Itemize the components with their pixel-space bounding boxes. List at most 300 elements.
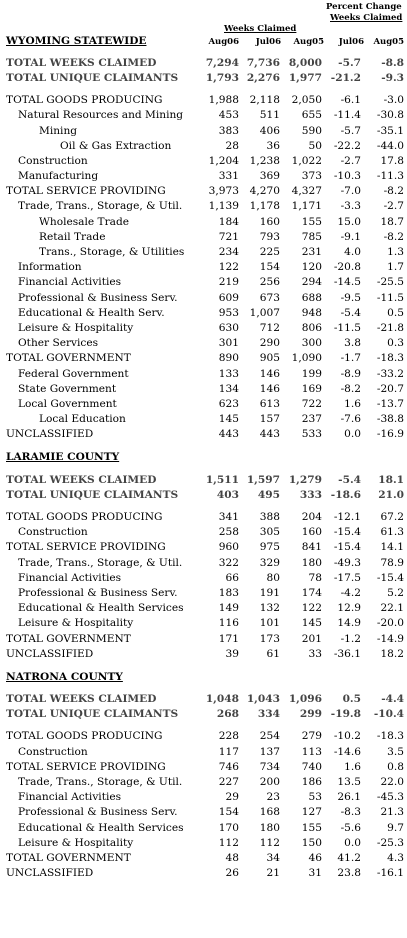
cell-jul06: 34 — [266, 851, 280, 864]
row-label: Trade, Trans., Storage, & Util. — [18, 200, 183, 213]
table-row — [6, 525, 404, 540]
row-label: Local Government — [18, 397, 117, 410]
cell-paug: 1.7 — [387, 261, 405, 274]
row-label: TOTAL GOODS PRODUCING — [6, 730, 163, 743]
cell-aug06: 29 — [225, 791, 239, 804]
cell-paug: 22.1 — [380, 602, 405, 615]
row-label: TOTAL UNIQUE CLAIMANTS — [6, 488, 179, 501]
cell-jul06: 329 — [259, 556, 280, 569]
cell-aug06: 3,973 — [208, 185, 239, 198]
col-header-aug06: Aug06 — [208, 37, 239, 47]
table-row — [6, 412, 404, 427]
cell-aug05: 533 — [301, 428, 322, 441]
section-title: LARAMIE COUNTY — [6, 451, 120, 464]
cell-jul06: 734 — [259, 760, 280, 773]
cell-aug06: 66 — [225, 571, 239, 584]
cell-jul06: 1,178 — [249, 200, 280, 213]
cell-paug: -13.7 — [376, 397, 405, 410]
col-header-aug05: Aug05 — [293, 37, 324, 47]
cell-aug06: 960 — [218, 541, 239, 554]
cell-paug: -38.8 — [376, 413, 405, 426]
row-label: Leisure & Hospitality — [18, 321, 134, 334]
table-row — [6, 214, 404, 229]
cell-aug06: 322 — [218, 556, 239, 569]
table-row — [6, 616, 404, 631]
row-label: Financial Activities — [18, 571, 122, 584]
total-row — [6, 472, 404, 487]
cell-aug05: 785 — [301, 230, 322, 243]
cell-aug06: 39 — [225, 647, 239, 660]
cell-paug: 17.8 — [380, 154, 405, 167]
row-label: UNCLASSIFIED — [6, 428, 94, 441]
row-label: Professional & Business Serv. — [18, 586, 178, 599]
row-label: Trade, Trans., Storage, & Util. — [18, 776, 183, 789]
row-label: UNCLASSIFIED — [6, 867, 94, 880]
row-label: TOTAL SERVICE PROVIDING — [6, 541, 166, 554]
cell-jul06: 305 — [259, 526, 280, 539]
cell-pjul: -14.6 — [333, 745, 361, 758]
table-row — [6, 153, 404, 168]
cell-aug05: 2,050 — [291, 94, 322, 107]
cell-aug05: 688 — [301, 291, 322, 304]
table-row — [6, 260, 404, 275]
cell-aug05: 299 — [299, 708, 322, 721]
cell-aug05: 8,000 — [288, 56, 322, 69]
cell-jul06: 112 — [259, 836, 280, 849]
spacer-cell — [6, 502, 404, 509]
cell-paug: -45.3 — [376, 791, 405, 804]
table-row — [6, 601, 404, 616]
table-row — [6, 351, 404, 366]
cell-paug: -25.5 — [376, 276, 405, 289]
cell-aug06: 149 — [218, 602, 239, 615]
cell-pjul: -5.4 — [340, 306, 361, 319]
cell-aug05: 1,022 — [291, 154, 322, 167]
spacer-cell — [6, 661, 404, 669]
cell-aug05: 120 — [301, 261, 322, 274]
cell-aug05: 46 — [308, 851, 322, 864]
cell-pjul: -22.2 — [333, 139, 361, 152]
table-row — [6, 835, 404, 850]
cell-jul06: 369 — [259, 170, 280, 183]
row-label: TOTAL GOVERNMENT — [6, 632, 131, 645]
cell-pjul: 1.6 — [344, 760, 361, 773]
table-row — [6, 199, 404, 214]
table-row — [6, 244, 404, 259]
row-label: TOTAL WEEKS CLAIMED — [6, 473, 157, 486]
cell-aug05: 78 — [308, 571, 322, 584]
table-row — [6, 381, 404, 396]
table-row — [6, 570, 404, 585]
cell-paug: 18.1 — [378, 473, 405, 486]
cell-aug05: 841 — [301, 541, 322, 554]
cell-aug05: 204 — [301, 511, 322, 524]
cell-jul06: 905 — [259, 352, 280, 365]
cell-paug: 18.7 — [380, 215, 405, 228]
row-label: Wholesale Trade — [39, 215, 130, 228]
row-label: TOTAL GOVERNMENT — [6, 851, 131, 864]
spacer-row — [6, 48, 404, 55]
row-label: Mining — [39, 124, 78, 137]
cell-pjul: -15.4 — [333, 541, 361, 554]
row-label: TOTAL GOODS PRODUCING — [6, 511, 163, 524]
table-row — [6, 850, 404, 865]
cell-pjul: -14.5 — [333, 276, 361, 289]
cell-jul06: 146 — [259, 382, 280, 395]
cell-pjul: -19.8 — [330, 708, 361, 721]
row-label: Leisure & Hospitality — [18, 617, 134, 630]
cell-aug06: 443 — [218, 428, 239, 441]
row-label: Financial Activities — [18, 276, 122, 289]
cell-paug: -10.4 — [373, 708, 405, 721]
cell-aug05: 160 — [301, 526, 322, 539]
cell-jul06: 443 — [259, 428, 280, 441]
row-label: Other Services — [18, 337, 99, 350]
cell-paug: -30.8 — [376, 109, 405, 122]
cell-jul06: 36 — [266, 139, 280, 152]
cell-pjul: 15.0 — [337, 215, 361, 228]
table-row — [6, 123, 404, 138]
row-label: Retail Trade — [39, 230, 106, 243]
cell-jul06: 137 — [259, 745, 280, 758]
percent-change-header: Percent Change — [326, 2, 402, 12]
cell-aug06: 453 — [218, 109, 239, 122]
row-label: TOTAL UNIQUE CLAIMANTS — [6, 708, 179, 721]
cell-jul06: 712 — [259, 321, 280, 334]
cell-jul06: 975 — [259, 541, 280, 554]
spacer-cell — [6, 86, 404, 93]
cell-jul06: 511 — [259, 109, 280, 122]
cell-aug05: 1,090 — [291, 352, 322, 365]
cell-paug: -20.7 — [376, 382, 405, 395]
section-title: NATRONA COUNTY — [6, 670, 123, 683]
claims-table-body — [6, 33, 404, 881]
cell-paug: -25.3 — [376, 836, 405, 849]
cell-pjul: -49.3 — [333, 556, 361, 569]
cell-aug06: 1,793 — [205, 71, 239, 84]
cell-paug: 0.8 — [387, 760, 405, 773]
cell-aug06: 171 — [218, 632, 239, 645]
cell-pjul: 12.9 — [337, 602, 361, 615]
total-row — [6, 692, 404, 707]
cell-aug06: 7,294 — [205, 56, 239, 69]
cell-pjul: -6.1 — [340, 94, 361, 107]
cell-aug05: 199 — [301, 367, 322, 380]
table-row — [6, 290, 404, 305]
cell-paug: 9.7 — [387, 821, 405, 834]
table-row — [6, 305, 404, 320]
total-row — [6, 707, 404, 722]
cell-aug05: 373 — [301, 170, 322, 183]
table-row — [6, 540, 404, 555]
row-label: Educational & Health Serv. — [18, 306, 165, 319]
cell-paug: 5.2 — [387, 586, 405, 599]
cell-aug05: 169 — [301, 382, 322, 395]
spacer-cell — [6, 722, 404, 729]
row-label: TOTAL GOVERNMENT — [6, 352, 131, 365]
cell-aug05: 33 — [308, 647, 322, 660]
cell-paug: 3.5 — [387, 745, 405, 758]
cell-aug06: 183 — [218, 586, 239, 599]
row-label: Construction — [18, 154, 88, 167]
table-row — [6, 169, 404, 184]
cell-paug: -35.1 — [376, 124, 405, 137]
table-row — [6, 729, 404, 744]
cell-paug: 0.5 — [387, 306, 405, 319]
table-row — [6, 275, 404, 290]
row-label: Natural Resources and Mining — [18, 109, 184, 122]
cell-pjul: -20.8 — [333, 261, 361, 274]
cell-aug06: 219 — [218, 276, 239, 289]
spacer-cell — [6, 685, 404, 692]
cell-aug06: 184 — [218, 215, 239, 228]
cell-pjul: -4.2 — [340, 586, 361, 599]
cell-paug: -33.2 — [376, 367, 405, 380]
cell-paug: -2.7 — [383, 200, 405, 213]
cell-jul06: 21 — [266, 867, 280, 880]
cell-aug05: 145 — [301, 617, 322, 630]
spacer-row — [6, 442, 404, 450]
section-title-row — [6, 33, 404, 48]
cell-jul06: 406 — [259, 124, 280, 137]
cell-jul06: 290 — [259, 337, 280, 350]
row-label: Educational & Health Services — [18, 821, 184, 834]
cell-pjul: -10.3 — [333, 170, 361, 183]
cell-aug05: 174 — [301, 586, 322, 599]
cell-pjul: -5.4 — [338, 473, 361, 486]
cell-pjul: -8.3 — [340, 806, 361, 819]
table-row — [6, 138, 404, 153]
cell-aug06: 721 — [218, 230, 239, 243]
spacer-cell — [6, 442, 404, 450]
cell-jul06: 1,043 — [246, 693, 280, 706]
table-row — [6, 790, 404, 805]
claims-table — [6, 33, 404, 881]
cell-pjul: 0.0 — [344, 836, 361, 849]
cell-jul06: 160 — [259, 215, 280, 228]
cell-aug06: 228 — [218, 730, 239, 743]
row-label: Construction — [18, 745, 88, 758]
cell-aug05: 279 — [301, 730, 322, 743]
spacer-cell — [6, 465, 404, 472]
cell-pjul: -15.4 — [333, 526, 361, 539]
cell-aug06: 258 — [218, 526, 239, 539]
table-row — [6, 866, 404, 881]
weeks-claimed-right-header: Weeks Claimed — [330, 13, 403, 23]
cell-jul06: 793 — [259, 230, 280, 243]
cell-aug05: 294 — [301, 276, 322, 289]
cell-jul06: 61 — [266, 647, 280, 660]
row-label: Trans., Storage, & Utilities — [39, 246, 185, 259]
cell-jul06: 254 — [259, 730, 280, 743]
cell-paug: -16.1 — [376, 867, 405, 880]
cell-pjul: 23.8 — [337, 867, 361, 880]
table-row — [6, 805, 404, 820]
cell-pjul: 0.5 — [342, 693, 361, 706]
cell-pjul: -5.7 — [338, 56, 361, 69]
cell-aug05: 590 — [301, 124, 322, 137]
cell-pjul: -12.1 — [333, 511, 361, 524]
table-row — [6, 229, 404, 244]
cell-jul06: 157 — [259, 413, 280, 426]
cell-pjul: -18.6 — [330, 488, 361, 501]
cell-aug05: 740 — [301, 760, 322, 773]
row-label: TOTAL SERVICE PROVIDING — [6, 185, 166, 198]
table-row — [6, 759, 404, 774]
cell-pjul: 13.5 — [337, 776, 361, 789]
spacer-row — [6, 685, 404, 692]
cell-paug: -20.0 — [376, 617, 405, 630]
cell-aug06: 28 — [225, 139, 239, 152]
cell-jul06: 168 — [259, 806, 280, 819]
total-row — [6, 55, 404, 70]
row-label: Financial Activities — [18, 791, 122, 804]
cell-pjul: 14.9 — [337, 617, 361, 630]
cell-paug: -14.9 — [376, 632, 405, 645]
cell-paug: -18.3 — [376, 730, 405, 743]
cell-paug: -3.0 — [383, 94, 405, 107]
table-row — [6, 774, 404, 789]
spacer-row — [6, 722, 404, 729]
table-row — [6, 184, 404, 199]
cell-aug05: 53 — [308, 791, 322, 804]
table-row — [6, 366, 404, 381]
cell-aug06: 630 — [218, 321, 239, 334]
cell-aug06: 953 — [218, 306, 239, 319]
cell-aug06: 746 — [218, 760, 239, 773]
cell-pjul: -2.7 — [340, 154, 361, 167]
cell-aug05: 186 — [301, 776, 322, 789]
cell-jul06: 613 — [259, 397, 280, 410]
cell-aug05: 113 — [301, 745, 322, 758]
cell-jul06: 334 — [257, 708, 280, 721]
cell-paug: -9.3 — [381, 71, 405, 84]
cell-paug: 61.3 — [380, 526, 405, 539]
cell-aug06: 26 — [225, 867, 239, 880]
cell-pjul: -8.9 — [340, 367, 361, 380]
row-label: Information — [18, 261, 82, 274]
cell-jul06: 673 — [259, 291, 280, 304]
cell-paug: -18.3 — [376, 352, 405, 365]
table-row — [6, 108, 404, 123]
col-header-jul06: Jul06 — [255, 37, 281, 47]
row-label: TOTAL SERVICE PROVIDING — [6, 760, 166, 773]
row-label: Federal Government — [18, 367, 129, 380]
cell-jul06: 1,007 — [249, 306, 280, 319]
cell-aug06: 301 — [218, 337, 239, 350]
cell-jul06: 132 — [259, 602, 280, 615]
cell-pjul: -9.5 — [340, 291, 361, 304]
cell-pjul: -36.1 — [333, 647, 361, 660]
row-label: UNCLASSIFIED — [6, 647, 94, 660]
cell-jul06: 4,270 — [249, 185, 280, 198]
table-row — [6, 820, 404, 835]
row-label: Professional & Business Serv. — [18, 291, 178, 304]
row-label: TOTAL WEEKS CLAIMED — [6, 56, 157, 69]
cell-pjul: -11.5 — [333, 321, 361, 334]
table-row — [6, 631, 404, 646]
cell-aug06: 1,048 — [205, 693, 239, 706]
col-header-pct-aug05: Aug05 — [373, 37, 404, 47]
cell-aug05: 50 — [308, 139, 322, 152]
cell-paug: -8.8 — [381, 56, 405, 69]
cell-pjul: -5.7 — [340, 124, 361, 137]
spacer-row — [6, 86, 404, 93]
cell-jul06: 180 — [259, 821, 280, 834]
cell-paug: 78.9 — [380, 556, 405, 569]
cell-aug06: 1,988 — [208, 94, 239, 107]
cell-jul06: 2,118 — [249, 94, 280, 107]
table-row — [6, 555, 404, 570]
cell-aug06: 112 — [218, 836, 239, 849]
cell-jul06: 495 — [257, 488, 280, 501]
row-label: Manufacturing — [18, 170, 99, 183]
cell-paug: 14.1 — [380, 541, 405, 554]
cell-pjul: 4.0 — [344, 246, 361, 259]
cell-pjul: -7.6 — [340, 413, 361, 426]
cell-jul06: 101 — [259, 617, 280, 630]
row-label: Educational & Health Services — [18, 602, 184, 615]
cell-aug05: 1,279 — [288, 473, 322, 486]
cell-paug: 0.3 — [387, 337, 405, 350]
row-label: State Government — [18, 382, 117, 395]
cell-jul06: 388 — [259, 511, 280, 524]
cell-aug06: 1,511 — [205, 473, 239, 486]
cell-aug06: 623 — [218, 397, 239, 410]
cell-paug: -16.9 — [376, 428, 405, 441]
weeks-claimed-left-header: Weeks Claimed — [224, 24, 297, 34]
cell-paug: 1.3 — [387, 246, 405, 259]
cell-aug05: 948 — [301, 306, 322, 319]
cell-pjul: -3.3 — [340, 200, 361, 213]
cell-jul06: 80 — [266, 571, 280, 584]
row-label: Professional & Business Serv. — [18, 806, 178, 819]
cell-aug06: 234 — [218, 246, 239, 259]
spacer-cell — [6, 48, 404, 55]
cell-pjul: -17.5 — [333, 571, 361, 584]
cell-aug05: 1,096 — [288, 693, 322, 706]
cell-aug06: 268 — [216, 708, 239, 721]
table-row — [6, 427, 404, 442]
cell-aug06: 116 — [218, 617, 239, 630]
cell-aug05: 155 — [301, 215, 322, 228]
cell-aug05: 333 — [299, 488, 322, 501]
cell-aug05: 180 — [301, 556, 322, 569]
cell-aug05: 722 — [301, 397, 322, 410]
col-header-pct-jul06: Jul06 — [338, 37, 364, 47]
cell-aug05: 806 — [301, 321, 322, 334]
row-label: Local Education — [39, 413, 126, 426]
cell-jul06: 256 — [259, 276, 280, 289]
section-title-row — [6, 669, 404, 684]
cell-aug05: 127 — [301, 806, 322, 819]
cell-aug05: 300 — [301, 337, 322, 350]
cell-pjul: -10.2 — [333, 730, 361, 743]
cell-aug05: 237 — [301, 413, 322, 426]
cell-paug: 18.2 — [380, 647, 405, 660]
section-title: WYOMING STATEWIDE — [6, 34, 147, 47]
cell-aug05: 155 — [301, 821, 322, 834]
cell-paug: 67.2 — [380, 511, 405, 524]
table-row — [6, 744, 404, 759]
cell-paug: 4.3 — [387, 851, 405, 864]
table-row — [6, 396, 404, 411]
table-row — [6, 93, 404, 108]
cell-paug: 21.3 — [380, 806, 405, 819]
row-label: TOTAL GOODS PRODUCING — [6, 94, 163, 107]
cell-jul06: 154 — [259, 261, 280, 274]
cell-paug: -11.3 — [376, 170, 405, 183]
